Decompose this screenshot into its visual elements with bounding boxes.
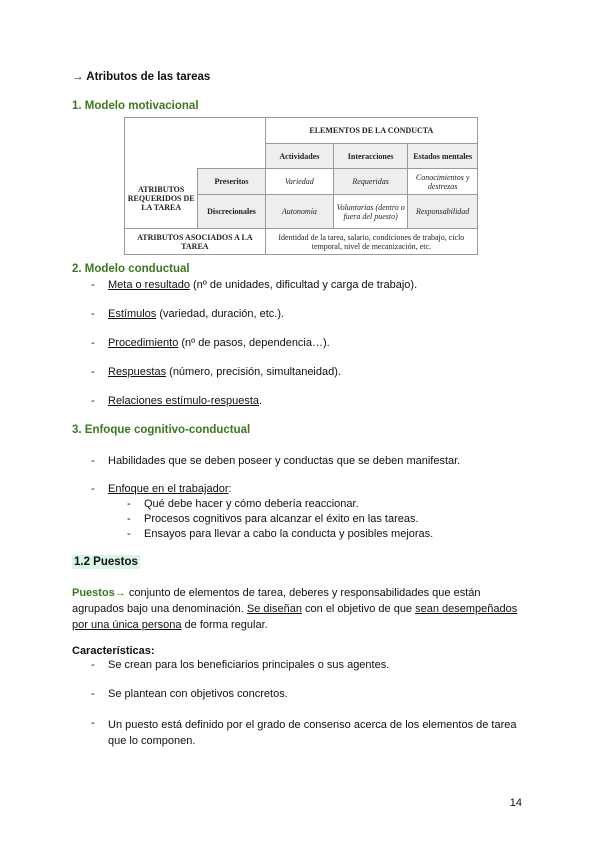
list-item-text: Se plantean con objetivos concretos.: [108, 688, 288, 700]
list-item-text: (número, precisión, simultaneidad).: [166, 366, 341, 378]
bullet: -: [91, 279, 95, 291]
bullet: -: [91, 455, 95, 467]
list-item-link: Procedimiento: [108, 337, 179, 349]
table-cell: Responsabilidad: [408, 195, 478, 229]
bullet: -: [127, 528, 131, 540]
bullet: -: [91, 483, 95, 495]
definition-term: Puestos→: [72, 587, 126, 599]
table-cell: Autonomía: [265, 195, 333, 229]
list-item-text: Un puesto está definido por el grado de consenso acerca de los elementos de tarea que lo componen.: [108, 719, 517, 747]
list-item-text: .: [259, 395, 263, 407]
list-item-text: Se crean para los beneficiarios principales o sus agentes.: [108, 659, 390, 671]
table-header-elements: ELEMENTOS DE LA CONDUCTA: [265, 118, 477, 144]
table-col-interacciones: Interacciones: [334, 144, 408, 169]
sub-list-item-text: Ensayos para llevar a cabo la conducta y posibles mejoras.: [144, 528, 434, 540]
motivational-model-table: [124, 117, 478, 255]
definition-underline: sean desempeñados por una única persona: [72, 603, 518, 631]
list-item-text: Habilidades que se deben poseer y conductas que se deben manifestar.: [108, 455, 461, 467]
heading-title: Atributos de las tareas: [86, 71, 211, 83]
bullet: -: [91, 366, 95, 378]
puestos-title-text: 1.2 Puestos: [74, 556, 138, 568]
list-item-link: Enfoque en el trabajador: [108, 483, 229, 495]
bullet: -: [127, 513, 131, 525]
definition-text: de forma regular.: [181, 619, 268, 631]
list-item-link: Estímulos: [108, 308, 157, 320]
list-item-text: (nº de unidades, dificultad y carga de trabajo).: [189, 279, 418, 291]
table-row-group: ATRIBUTOS REQUERIDOS DE LA TAREA: [125, 169, 198, 229]
list-item-text: :: [228, 483, 232, 495]
bullet: -: [91, 337, 95, 349]
bullet: -: [91, 395, 95, 407]
sub-list-item-text: Qué debe hacer y cómo debería reaccionar.: [144, 498, 359, 510]
table-cell-asociados: Identidad de la tarea, salario, condiciones de trabajo, ciclo temporal, nivel de mecanización, etc.: [265, 229, 477, 255]
puestos-definition: [72, 585, 532, 633]
sub-list-item-text: Procesos cognitivos para alcanzar el éxito en las tareas.: [144, 513, 419, 525]
definition-text: conjunto de elementos de tarea, deberes y responsabilidades que están agrupados bajo una denominación.: [72, 587, 481, 615]
arrow-icon: →: [72, 71, 84, 83]
bullet: -: [91, 717, 95, 729]
table-cell: Requeridas: [334, 169, 408, 195]
section3-title: 3. Enfoque cognitivo-conductual: [72, 424, 251, 436]
definition-text: con el objetivo de que: [301, 603, 416, 615]
list-item-link: Meta o resultado: [108, 279, 190, 291]
table-cell: Conocimientos y destrezas: [408, 169, 478, 195]
bullet: -: [127, 498, 131, 510]
bullet: -: [91, 688, 95, 700]
page-number: 14: [509, 797, 522, 809]
table-row-asociados: ATRIBUTOS ASOCIADOS A LA TAREA: [125, 229, 266, 255]
list-item-text: (variedad, duración, etc.).: [156, 308, 285, 320]
list-item-link: Respuestas: [108, 366, 167, 378]
section-heading: [72, 71, 210, 83]
section1-title: 1. Modelo motivacional: [72, 100, 199, 112]
table-empty-corner: [125, 118, 266, 169]
table-row-preseritos: Preseritos: [198, 169, 265, 195]
table-col-actividades: Actividades: [265, 144, 333, 169]
list-item-text: (nº de pasos, dependencia…).: [178, 337, 330, 349]
bullet: -: [91, 659, 95, 671]
section2-title: 2. Modelo conductual: [72, 263, 190, 275]
definition-underline: Se diseñan: [246, 603, 302, 615]
puestos-title: [72, 556, 140, 568]
list-item-link: Relaciones estímulo-respuesta: [108, 395, 260, 407]
bullet: -: [91, 308, 95, 320]
caracteristicas-title: Características:: [72, 645, 155, 657]
table-cell: Variedad: [265, 169, 333, 195]
table-row-discrecionales: Discrecionales: [198, 195, 265, 229]
table-col-estados: Estados mentales: [408, 144, 478, 169]
table-cell: Voluntarias (dentro o fuera del puesto): [334, 195, 408, 229]
